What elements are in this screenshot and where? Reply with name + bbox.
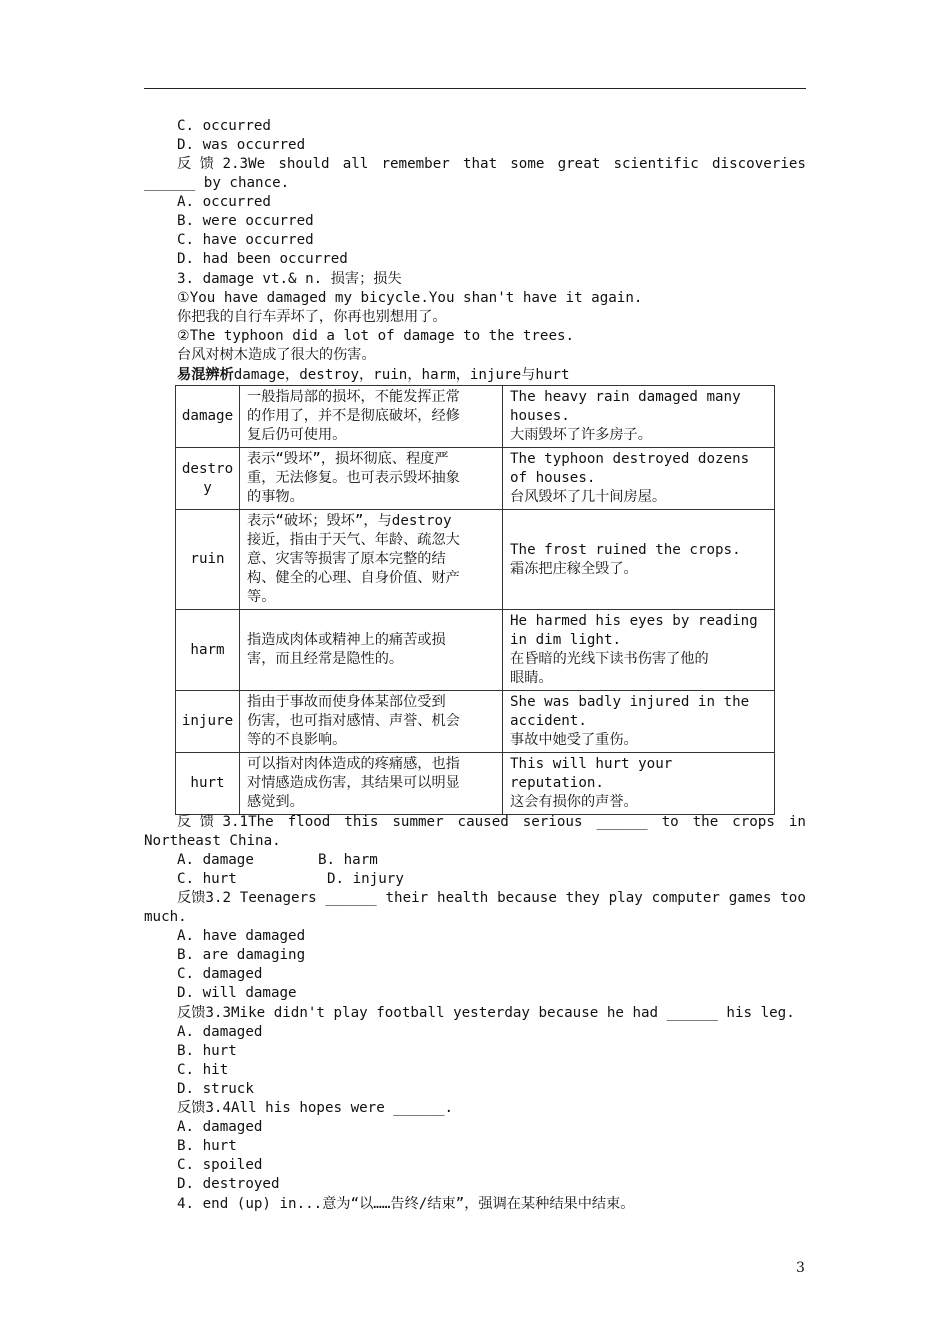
table-row <box>176 386 775 448</box>
question-stem-continued: much. <box>144 909 187 925</box>
option-a: A. occurred <box>177 194 271 210</box>
word-cell: harm <box>176 610 240 691</box>
option-line: C. occurred <box>177 118 271 134</box>
option-b: B. hurt <box>177 1138 237 1154</box>
meaning-cell: 可以指对肉体造成的疼痛感，也指 对情感造成伤害，其结果可以明显 感觉到。 <box>240 753 503 815</box>
example-cell: The typhoon destroyed dozens of houses. 台风毁坏了几十间房屋。 <box>503 448 775 510</box>
option-d: D. had been occurred <box>177 251 348 267</box>
word-cell: damage <box>176 386 240 448</box>
option-a: A. damaged <box>177 1119 263 1135</box>
option-c: C. have occurred <box>177 232 314 248</box>
example-cell: The heavy rain damaged many houses. 大雨毁坏了许多房子。 <box>503 386 775 448</box>
question-stem: 反 馈 3.1The flood this summer caused serious ______ to the crops in <box>177 814 806 830</box>
option-a: A. damage <box>177 852 254 868</box>
compare-heading <box>177 366 570 385</box>
word-cell: destroy <box>176 448 240 510</box>
example-cell: She was badly injured in the accident. 事故中她受了重伤。 <box>503 691 775 753</box>
word-cell: ruin <box>176 510 240 610</box>
option-b: B. were occurred <box>177 213 314 229</box>
meaning-cell: 指造成肉体或精神上的痛苦或损 害，而且经常是隐性的。 <box>240 610 503 691</box>
option-b: B. are damaging <box>177 947 306 963</box>
option-a: A. damaged <box>177 1024 263 1040</box>
option-c: C. hit <box>177 1062 229 1078</box>
question-stem: 反馈3.4All his hopes were ______. <box>177 1100 454 1116</box>
table-row <box>176 610 775 691</box>
question-stem: 反馈3.2 Teenagers ______ their health because they play computer games too <box>177 890 806 906</box>
example-cell: He harmed his eyes by reading in dim light. 在昏暗的光线下读书伤害了他的 眼睛。 <box>503 610 775 691</box>
meaning-cell: 一般指局部的损坏，不能发挥正常 的作用了，并不是彻底破坏，经修 复后仍可使用。 <box>240 386 503 448</box>
example-cell: This will hurt your reputation. 这会有损你的声誉。 <box>503 753 775 815</box>
option-d: D. will damage <box>177 985 297 1001</box>
header-rule <box>144 88 806 89</box>
option-c: C. damaged <box>177 966 263 982</box>
question-stem-continued: ______ by chance. <box>144 175 290 191</box>
example-chinese: 台风对树木造成了很大的伤害。 <box>177 347 376 363</box>
option-b: B. harm <box>318 852 378 868</box>
question-stem: 反 馈 2.3We should all remember that some great scientific discoveries <box>177 156 806 172</box>
example-english: ②The typhoon did a lot of damage to the trees. <box>177 328 575 344</box>
word-cell: injure <box>176 691 240 753</box>
comparison-table <box>175 385 775 815</box>
example-cell: The frost ruined the crops. 霜冻把庄稼全毁了。 <box>503 510 775 610</box>
table-row <box>176 691 775 753</box>
section-heading: 4. end (up) in...意为“以……告终/结束”，强调在某种结果中结束。 <box>177 1196 635 1212</box>
meaning-cell: 表示“毁坏”，损坏彻底、程度严 重，无法修复。也可表示毁坏抽象 的事物。 <box>240 448 503 510</box>
word-cell: hurt <box>176 753 240 815</box>
option-b: B. hurt <box>177 1043 237 1059</box>
question-stem: 反馈3.3Mike didn't play football yesterday because he had ______ his leg. <box>177 1005 795 1021</box>
option-d: D. injury <box>327 871 404 887</box>
meaning-cell: 指由于事故而使身体某部位受到 伤害，也可指对感情、声誉、机会 等的不良影响。 <box>240 691 503 753</box>
option-line: D. was occurred <box>177 137 306 153</box>
option-a: A. have damaged <box>177 928 306 944</box>
question-stem-continued: Northeast China. <box>144 833 281 849</box>
meaning-cell: 表示“破坏；毁坏”，与destroy 接近，指由于天气、年龄、疏忽大 意、灾害等损害了原本完整的结 构、健全的心理、自身价值、财产 等。 <box>240 510 503 610</box>
option-d: D. destroyed <box>177 1176 280 1192</box>
page-number: 3 <box>796 1260 805 1276</box>
table-row <box>176 510 775 610</box>
table-row <box>176 753 775 815</box>
table-row <box>176 448 775 510</box>
option-d: D. struck <box>177 1081 254 1097</box>
option-c: C. hurt <box>177 871 237 887</box>
option-c: C. spoiled <box>177 1157 263 1173</box>
compare-label: 易混辨析 <box>177 367 234 383</box>
example-chinese: 你把我的自行车弄坏了，你再也别想用了。 <box>177 309 447 325</box>
compare-words: damage，destroy，ruin，harm，injure与hurt <box>233 367 570 383</box>
example-english: ①You have damaged my bicycle.You shan't have it again. <box>177 290 643 306</box>
section-heading: 3. damage vt.& n. 损害；损失 <box>177 271 402 287</box>
